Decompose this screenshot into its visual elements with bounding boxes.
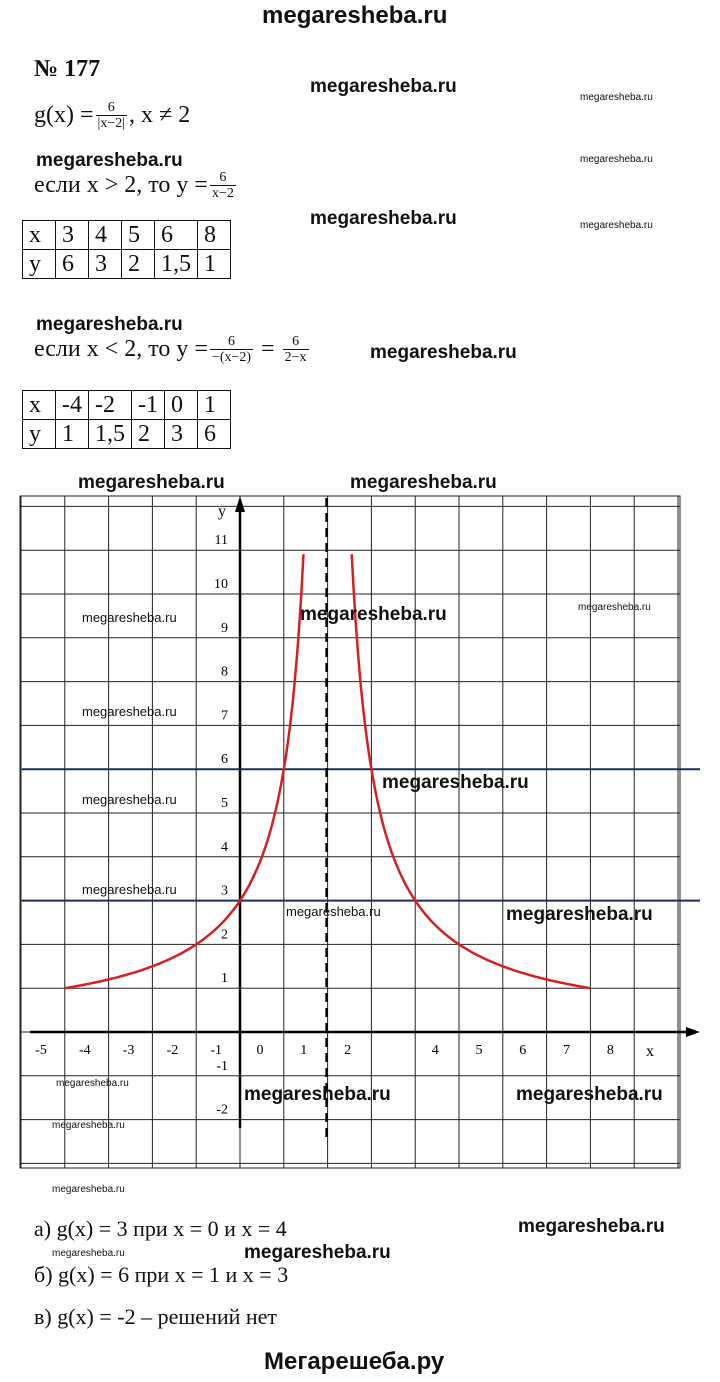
y-tick-label: 2 (221, 927, 228, 943)
watermark: megaresheba.ru (506, 904, 653, 925)
x-tick-label: 2 (344, 1043, 352, 1058)
watermark: megaresheba.ru (578, 602, 651, 613)
watermark: megaresheba.ru (286, 904, 381, 919)
site-header[interactable]: megaresheba.ru (262, 2, 448, 29)
y-axis-arrow (235, 496, 245, 512)
watermark: megaresheba.ru (82, 610, 177, 625)
axes (30, 496, 700, 1128)
case1-text: если x > 2, то y = (34, 172, 208, 199)
x-tick-label: -3 (122, 1043, 135, 1058)
watermark: megaresheba.ru (382, 772, 529, 793)
table-cell: y (23, 250, 56, 279)
watermark: megaresheba.ru (350, 472, 497, 493)
x-tick-label: 0 (256, 1043, 264, 1058)
table-cell: x (23, 391, 56, 420)
answer-b: б) g(x) = 6 при x = 1 и x = 3 (34, 1262, 289, 1287)
x-axis-label: x (646, 1043, 654, 1060)
case1-row-y (23, 250, 231, 279)
y-tick-label: 9 (221, 620, 228, 636)
table-cell: -4 (56, 391, 89, 420)
table-cell: 6 (198, 420, 231, 449)
y-tick-label: -2 (216, 1102, 228, 1118)
case1-fraction (210, 170, 236, 202)
watermark: megaresheba.ru (244, 1084, 391, 1105)
watermark: megaresheba.ru (78, 472, 225, 493)
x-tick-label: -1 (210, 1043, 223, 1058)
x-tick-label: 7 (563, 1043, 571, 1058)
case1-numerator: 6 (219, 170, 227, 185)
watermark: megaresheba.ru (516, 1084, 663, 1105)
table-cell: 1 (56, 420, 89, 449)
function-definition (34, 100, 190, 132)
site-footer[interactable]: Мегарешеба.ру (264, 1348, 445, 1375)
watermark: megaresheba.ru (580, 154, 653, 165)
watermark: megaresheba.ru (244, 1242, 391, 1263)
definition-denominator: |x−2| (97, 116, 126, 132)
y-tick-label: 5 (221, 796, 228, 811)
case1-table (22, 220, 231, 279)
watermark: megaresheba.ru (52, 1248, 125, 1259)
case2-line (34, 334, 311, 366)
table-cell: 0 (165, 391, 198, 420)
x-axis-arrow (686, 1027, 700, 1037)
x-tick-label: 8 (606, 1043, 614, 1058)
table-cell: 6 (56, 250, 89, 279)
watermark: megaresheba.ru (82, 704, 177, 719)
x-tick-label: 5 (475, 1043, 483, 1058)
watermark: megaresheba.ru (300, 604, 447, 625)
case2-row-x (23, 391, 231, 420)
table-cell: 1 (198, 250, 231, 279)
y-tick-label: 8 (221, 664, 228, 680)
y-tick-label: 11 (214, 533, 228, 549)
watermark: megaresheba.ru (580, 220, 653, 231)
case2-equals: = (261, 336, 275, 363)
x-tick-label: -5 (35, 1043, 47, 1058)
watermark: megaresheba.ru (36, 314, 183, 335)
y-tick-label: 4 (221, 839, 228, 855)
y-tick-label: -1 (216, 1058, 228, 1074)
definition-fraction (96, 100, 128, 132)
y-tick-label: 3 (221, 883, 228, 899)
watermark: megaresheba.ru (36, 150, 183, 171)
x-tick-label: 6 (519, 1043, 527, 1058)
definition-condition: , x ≠ 2 (129, 102, 191, 129)
watermark: megaresheba.ru (52, 1120, 125, 1131)
watermark: megaresheba.ru (82, 792, 177, 807)
horizontal-lines (22, 769, 700, 900)
table-cell: -1 (132, 391, 165, 420)
case2-numerator2: 6 (292, 334, 300, 349)
watermark: megaresheba.ru (56, 1078, 129, 1089)
case1-row-x (23, 221, 231, 250)
table-cell: 5 (122, 221, 155, 250)
case2-row-y (23, 420, 231, 449)
definition-numerator: 6 (107, 100, 115, 115)
table-cell: -2 (89, 391, 132, 420)
watermark: megaresheba.ru (518, 1216, 665, 1237)
y-tick-label: 6 (221, 752, 228, 768)
case2-fraction2 (283, 334, 309, 366)
case2-numerator1: 6 (228, 334, 236, 349)
table-cell: 2 (122, 250, 155, 279)
y-tick-label: 1 (221, 971, 228, 987)
table-cell: 2 (132, 420, 165, 449)
table-cell: 1 (198, 391, 231, 420)
table-cell: y (23, 420, 56, 449)
case2-table (22, 390, 231, 449)
watermark: megaresheba.ru (52, 1184, 125, 1195)
answer-a: а) g(x) = 3 при x = 0 и x = 4 (34, 1216, 287, 1241)
case2-text: если x < 2, то y = (34, 336, 208, 363)
y-axis-label: y (218, 503, 226, 520)
table-cell: 1,5 (89, 420, 132, 449)
x-tick-label: -2 (166, 1043, 179, 1058)
table-cell: 3 (89, 250, 122, 279)
definition-lhs: g(x) = (34, 102, 94, 129)
table-cell: 3 (56, 221, 89, 250)
case2-denominator1: −(x−2) (211, 350, 252, 366)
watermark: megaresheba.ru (370, 342, 517, 363)
watermark: megaresheba.ru (310, 208, 457, 229)
watermark: megaresheba.ru (580, 92, 653, 103)
case1-line (34, 170, 238, 202)
x-tick-label: -4 (78, 1043, 91, 1058)
table-cell: 6 (155, 221, 198, 250)
answer-c: в) g(x) = -2 – решений нет (34, 1304, 278, 1329)
x-tick-label: 4 (431, 1043, 439, 1058)
table-cell: 8 (198, 221, 231, 250)
watermark: megaresheba.ru (310, 76, 457, 97)
table-cell: x (23, 221, 56, 250)
grid (20, 496, 680, 1168)
table-cell: 1,5 (155, 250, 198, 279)
watermark: megaresheba.ru (82, 882, 177, 897)
case2-fraction1 (210, 334, 253, 366)
y-tick-label: 10 (214, 577, 228, 592)
y-tick-label: 7 (221, 708, 228, 724)
problem-number: № 177 (34, 56, 101, 82)
case2-denominator2: 2−x (284, 350, 307, 366)
table-cell: 4 (89, 221, 122, 250)
case1-denominator: x−2 (211, 186, 234, 202)
grid-border (20, 496, 680, 1168)
table-cell: 3 (165, 420, 198, 449)
x-tick-label: 1 (300, 1043, 308, 1058)
